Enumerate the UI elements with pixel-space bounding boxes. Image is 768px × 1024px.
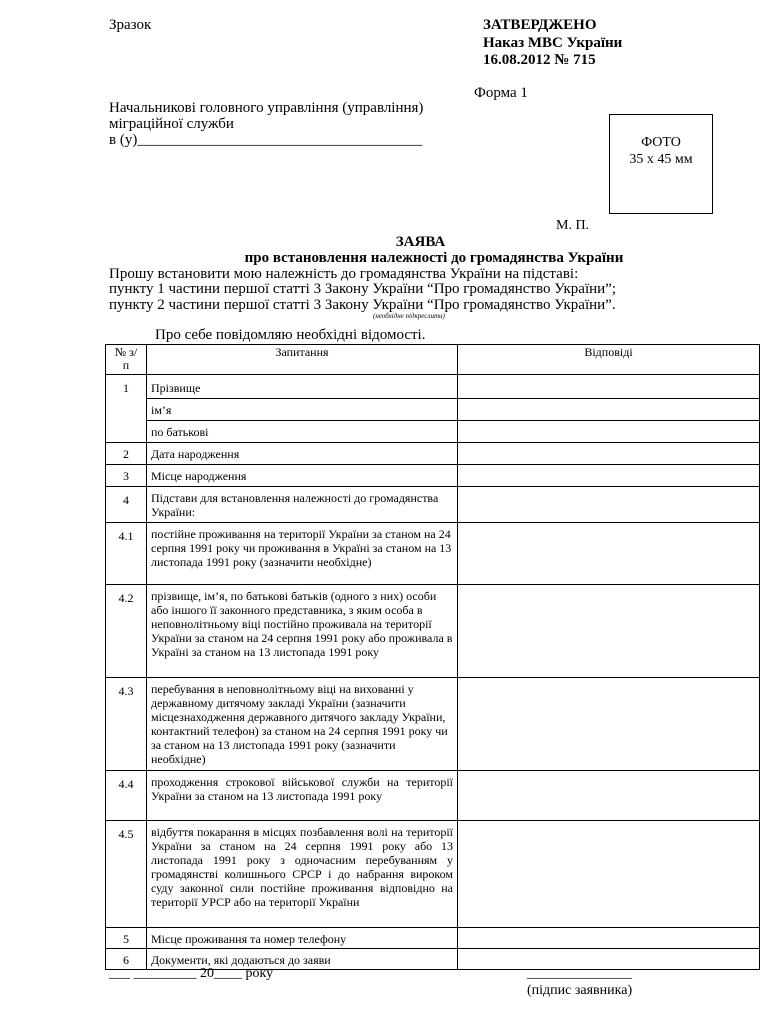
table-row	[106, 465, 760, 487]
answer-field-patronymic[interactable]	[458, 421, 760, 443]
document-title: ЗАЯВА	[395, 234, 446, 250]
request-line-3: пункту 2 частини першої статті 3 Закону України “Про громадянство України”.	[109, 297, 616, 313]
question-patronymic: по батькові	[147, 421, 458, 443]
order-label: Наказ МВС України	[483, 35, 623, 51]
answer-field-military-service[interactable]	[458, 771, 760, 821]
table-row	[106, 443, 760, 465]
answer-field-parents[interactable]	[458, 585, 760, 678]
answer-field-birth-place[interactable]	[458, 465, 760, 487]
question-residence-phone: Місце проживання та номер телефону	[147, 928, 458, 949]
question-birth-place: Місце народження	[147, 465, 458, 487]
answer-field-residence-1991[interactable]	[458, 523, 760, 585]
table-row	[106, 523, 760, 585]
answer-field-residence-phone[interactable]	[458, 928, 760, 949]
question-first-name: ім’я	[147, 399, 458, 421]
table-row	[106, 421, 760, 443]
row-number: 3	[106, 465, 147, 487]
header-question: Запитання	[147, 345, 458, 375]
row-number: 4.2	[106, 585, 147, 678]
answer-field-imprisonment[interactable]	[458, 821, 760, 928]
addressee-line-2: міграційної служби	[109, 116, 234, 132]
table-header-row	[106, 345, 760, 375]
table-row	[106, 821, 760, 928]
row-number: 2	[106, 443, 147, 465]
row-number: 4.4	[106, 771, 147, 821]
row-number: 5	[106, 928, 147, 949]
question-imprisonment: відбуття покарання в місцях позбавлення волі на території України за станом на 24 серпня 1991 року або 13 листопада 1991 року з одночасним перебуванням у громадянстві колишнього СРСР і до набрання вироком суду законної сили постійне проживання відповідно на території УРСР або на території України	[147, 821, 458, 928]
row-number: 4	[106, 487, 147, 523]
question-residence-1991: постійне проживання на території України за станом на 24 серпня 1991 року чи проживання в Україні за станом на 13 листопада 1991 року (зазначити необхідне)	[147, 523, 458, 585]
questionnaire-table	[105, 344, 760, 970]
question-birth-date: Дата народження	[147, 443, 458, 465]
underline-note: (необхідне підкреслити)	[373, 312, 445, 320]
question-surname: Прізвище	[147, 375, 458, 399]
sample-label: Зразок	[109, 17, 152, 33]
request-line-1: Прошу встановити мою належність до громадянства України на підставі:	[109, 266, 579, 282]
question-grounds: Підстави для встановлення належності до громадянства України:	[147, 487, 458, 523]
answer-field-surname[interactable]	[458, 375, 760, 399]
row-number: 4.3	[106, 678, 147, 771]
signature-label: (підпис заявника)	[527, 983, 633, 998]
header-number: № з/п	[106, 345, 147, 375]
info-intro: Про себе повідомляю необхідні відомості.	[155, 327, 426, 343]
date-line[interactable]: ___ _________ 20____ року	[109, 966, 274, 981]
table-row	[106, 678, 760, 771]
photo-label: ФОТО	[641, 135, 681, 150]
answer-field-birth-date[interactable]	[458, 443, 760, 465]
table-row	[106, 375, 760, 399]
row-number: 4.5	[106, 821, 147, 928]
row-number: 4.1	[106, 523, 147, 585]
table-row	[106, 487, 760, 523]
order-date-number: 16.08.2012 № 715	[483, 52, 596, 68]
table-row	[106, 585, 760, 678]
form-label: Форма 1	[474, 85, 528, 101]
question-attached-documents: Документи, які додаються до заяви	[147, 949, 458, 970]
addressee-line-1: Начальникові головного управління (управління)	[109, 100, 424, 116]
row-number: 1	[106, 375, 147, 443]
row-number: 6	[106, 949, 147, 970]
photo-size: 35 х 45 мм	[629, 152, 693, 167]
question-childcare-institution: перебування в неповнолітньому віці на вихованні у державному дитячому закладі України (зазначити місцезнаходження державного дитячого закладу України, контактний телефон) за станом на 24 серпня 1991 року чи за станом на 13 листопада 1991 року (зазначити необхідне)	[147, 678, 458, 771]
approved-label: ЗАТВЕРДЖЕНО	[483, 17, 597, 33]
header-answer: Відповіді	[458, 345, 760, 375]
signature-line[interactable]: _______________	[527, 966, 632, 981]
addressee-line-3: в (у)______________________________________	[109, 132, 423, 148]
table-row	[106, 399, 760, 421]
question-parents: прізвище, ім’я, по батькові батьків (одного з них) особи або іншого її законного представника, з яким особа в неповнолітньому віці постійно проживала на території України за станом на 24 серпня 1991 року або проживала в Україні за станом на 13 листопада 1991 року	[147, 585, 458, 678]
photo-box	[609, 114, 713, 214]
question-military-service: проходження строкової військової служби на території України за станом на 13 листопада 1991 року	[147, 771, 458, 821]
answer-field-grounds[interactable]	[458, 487, 760, 523]
document-subtitle: про встановлення належності до громадянства України	[244, 250, 624, 266]
answer-field-childcare-institution[interactable]	[458, 678, 760, 771]
stamp-place-label: М. П.	[556, 218, 590, 233]
answer-field-first-name[interactable]	[458, 399, 760, 421]
table-row	[106, 771, 760, 821]
table-row	[106, 928, 760, 949]
request-line-2: пункту 1 частини першої статті 3 Закону України “Про громадянство України”;	[109, 281, 616, 297]
